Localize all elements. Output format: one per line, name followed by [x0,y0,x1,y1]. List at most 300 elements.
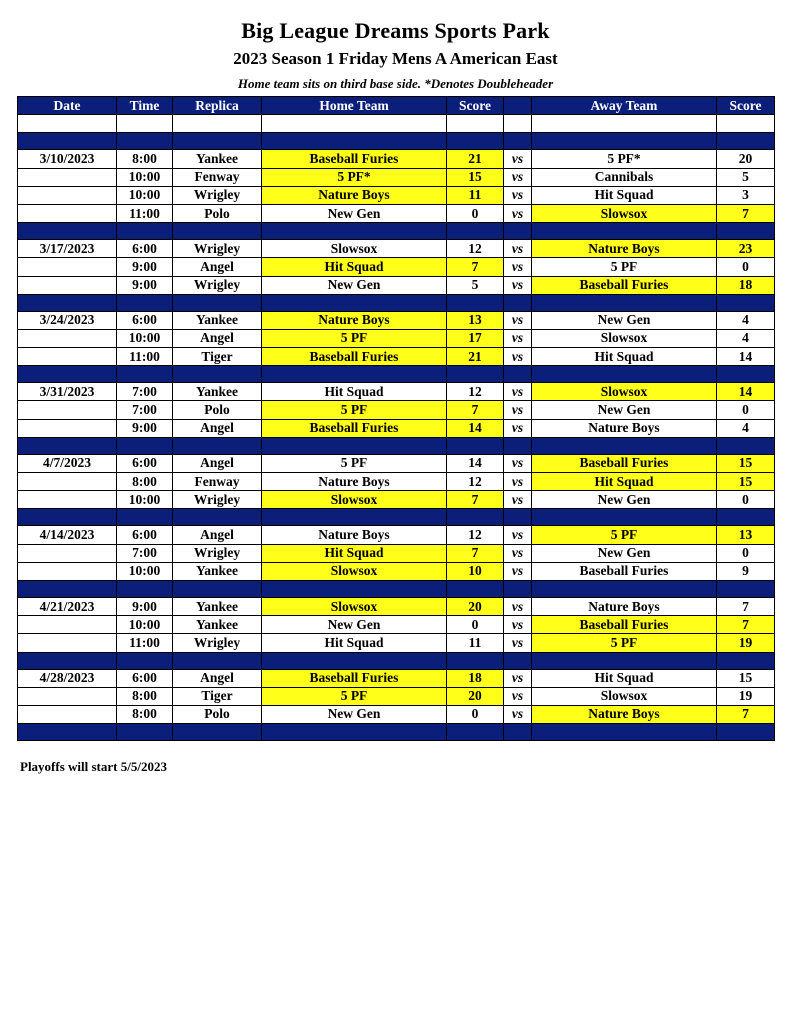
home-team: Hit Squad [262,258,447,276]
separator-cell [504,294,532,311]
home-team: Baseball Furies [262,150,447,168]
vs-label: vs [504,562,532,580]
blank-cell [532,115,717,133]
game-replica: Tiger [173,687,262,705]
vs-label: vs [504,348,532,366]
game-time: 11:00 [117,348,173,366]
game-time: 10:00 [117,562,173,580]
separator-cell [18,580,117,597]
game-row [18,491,775,509]
separator-cell [447,652,504,669]
home-team: New Gen [262,616,447,634]
game-time: 8:00 [117,705,173,723]
separator-cell [18,133,117,150]
game-date: 4/28/2023 [18,669,117,687]
separator-cell [447,437,504,454]
vs-label: vs [504,240,532,258]
separator-cell [447,133,504,150]
game-time: 7:00 [117,383,173,401]
vs-label: vs [504,616,532,634]
schedule-body [18,97,775,741]
separator-cell [532,223,717,240]
blank-cell [18,115,117,133]
separator-cell [117,652,173,669]
game-row [18,276,775,294]
schedule-table [17,96,775,741]
away-team: New Gen [532,401,717,419]
away-team: Slowsox [532,204,717,222]
separator-cell [18,437,117,454]
away-score: 13 [717,526,775,544]
separator-cell [532,437,717,454]
game-date [18,687,117,705]
game-row [18,687,775,705]
vs-label: vs [504,329,532,347]
game-date [18,204,117,222]
separator-cell [262,652,447,669]
game-time: 10:00 [117,491,173,509]
separator-cell [117,133,173,150]
game-row [18,473,775,491]
away-team: 5 PF [532,526,717,544]
home-team: Slowsox [262,491,447,509]
game-row [18,562,775,580]
header-home-score: Score [447,97,504,115]
away-score: 23 [717,240,775,258]
game-replica: Wrigley [173,544,262,562]
game-date [18,634,117,652]
page-title: Big League Dreams Sports Park [241,18,550,43]
home-team: New Gen [262,276,447,294]
separator-cell [173,366,262,383]
game-date [18,276,117,294]
separator-cell [717,223,775,240]
home-team: Hit Squad [262,383,447,401]
separator-cell [117,294,173,311]
separator-row [18,223,775,240]
home-score: 14 [447,454,504,472]
game-time: 7:00 [117,401,173,419]
schedule-note: Home team sits on third base side. *Denotes Doubleheader [237,76,554,91]
game-replica: Yankee [173,597,262,615]
separator-cell [173,580,262,597]
game-row [18,526,775,544]
vs-label: vs [504,258,532,276]
game-replica: Yankee [173,616,262,634]
home-team: 5 PF [262,687,447,705]
game-row [18,311,775,329]
home-score: 7 [447,401,504,419]
separator-cell [262,724,447,741]
away-team: Baseball Furies [532,562,717,580]
game-date: 3/31/2023 [18,383,117,401]
home-team: New Gen [262,705,447,723]
home-score: 14 [447,419,504,437]
game-date [18,419,117,437]
game-replica: Polo [173,705,262,723]
separator-cell [262,294,447,311]
blank-cell [117,115,173,133]
separator-row [18,724,775,741]
game-row [18,419,775,437]
home-score: 7 [447,544,504,562]
away-score: 4 [717,311,775,329]
game-date: 3/24/2023 [18,311,117,329]
vs-label: vs [504,634,532,652]
away-team: 5 PF [532,634,717,652]
away-score: 4 [717,419,775,437]
away-score: 9 [717,562,775,580]
away-team: Nature Boys [532,240,717,258]
separator-cell [504,366,532,383]
game-date [18,616,117,634]
away-team: Hit Squad [532,348,717,366]
away-score: 0 [717,401,775,419]
separator-cell [262,366,447,383]
game-date [18,562,117,580]
header-vs [504,97,532,115]
separator-cell [262,437,447,454]
away-team: Baseball Furies [532,276,717,294]
game-replica: Fenway [173,473,262,491]
playoffs-note: Playoffs will start 5/5/2023 [20,759,167,774]
separator-cell [447,580,504,597]
separator-cell [717,133,775,150]
separator-row [18,133,775,150]
game-time: 8:00 [117,473,173,491]
home-team: Nature Boys [262,186,447,204]
home-score: 18 [447,669,504,687]
game-row [18,634,775,652]
separator-cell [447,366,504,383]
home-team: Hit Squad [262,544,447,562]
home-team: 5 PF* [262,168,447,186]
separator-cell [532,366,717,383]
away-team: Nature Boys [532,705,717,723]
game-replica: Yankee [173,383,262,401]
vs-label: vs [504,204,532,222]
away-score: 0 [717,491,775,509]
game-time: 11:00 [117,204,173,222]
game-time: 10:00 [117,329,173,347]
game-time: 10:00 [117,616,173,634]
game-time: 10:00 [117,186,173,204]
game-replica: Tiger [173,348,262,366]
separator-cell [262,580,447,597]
separator-cell [173,294,262,311]
vs-label: vs [504,669,532,687]
separator-cell [18,366,117,383]
away-score: 0 [717,544,775,562]
game-time: 7:00 [117,544,173,562]
away-team: New Gen [532,544,717,562]
separator-cell [532,580,717,597]
away-team: 5 PF [532,258,717,276]
game-row [18,329,775,347]
game-time: 6:00 [117,669,173,687]
game-date [18,544,117,562]
game-replica: Wrigley [173,634,262,652]
vs-label: vs [504,419,532,437]
separator-cell [117,724,173,741]
game-time: 6:00 [117,526,173,544]
separator-cell [717,509,775,526]
separator-row [18,366,775,383]
away-team: Cannibals [532,168,717,186]
home-team: Nature Boys [262,526,447,544]
game-row [18,168,775,186]
away-score: 18 [717,276,775,294]
game-row [18,383,775,401]
separator-row [18,509,775,526]
away-score: 15 [717,473,775,491]
game-time: 8:00 [117,150,173,168]
separator-cell [504,724,532,741]
game-replica: Polo [173,204,262,222]
game-date: 4/7/2023 [18,454,117,472]
game-date [18,401,117,419]
separator-cell [504,133,532,150]
page-subtitle: 2023 Season 1 Friday Mens A American East [233,49,558,68]
home-score: 13 [447,311,504,329]
home-team: 5 PF [262,454,447,472]
separator-row [18,294,775,311]
separator-cell [532,652,717,669]
home-score: 20 [447,597,504,615]
home-team: Slowsox [262,240,447,258]
vs-label: vs [504,401,532,419]
home-score: 17 [447,329,504,347]
vs-label: vs [504,276,532,294]
game-date [18,258,117,276]
game-replica: Angel [173,526,262,544]
home-score: 11 [447,186,504,204]
away-score: 5 [717,168,775,186]
home-score: 10 [447,562,504,580]
separator-cell [447,223,504,240]
vs-label: vs [504,491,532,509]
game-date [18,705,117,723]
header-time: Time [117,97,173,115]
away-score: 7 [717,204,775,222]
game-time: 6:00 [117,311,173,329]
separator-cell [532,294,717,311]
separator-cell [262,509,447,526]
game-replica: Wrigley [173,186,262,204]
separator-cell [447,724,504,741]
away-score: 7 [717,597,775,615]
away-score: 20 [717,150,775,168]
game-replica: Yankee [173,150,262,168]
home-team: 5 PF [262,401,447,419]
separator-cell [18,509,117,526]
vs-label: vs [504,383,532,401]
game-date: 3/17/2023 [18,240,117,258]
game-replica: Angel [173,329,262,347]
game-row [18,597,775,615]
away-score: 7 [717,705,775,723]
blank-cell [173,115,262,133]
home-team: Baseball Furies [262,348,447,366]
header-away-team: Away Team [532,97,717,115]
away-team: Nature Boys [532,597,717,615]
game-time: 11:00 [117,634,173,652]
home-team: Slowsox [262,562,447,580]
vs-label: vs [504,705,532,723]
separator-cell [717,580,775,597]
away-team: 5 PF* [532,150,717,168]
separator-cell [504,509,532,526]
header-away-score: Score [717,97,775,115]
home-score: 20 [447,687,504,705]
away-team: Slowsox [532,383,717,401]
away-score: 19 [717,687,775,705]
home-team: New Gen [262,204,447,222]
game-date [18,186,117,204]
home-score: 11 [447,634,504,652]
away-team: New Gen [532,491,717,509]
game-replica: Angel [173,258,262,276]
away-team: Slowsox [532,329,717,347]
blank-cell [717,115,775,133]
away-team: Hit Squad [532,186,717,204]
separator-cell [173,223,262,240]
home-score: 12 [447,383,504,401]
home-team: Slowsox [262,597,447,615]
game-time: 9:00 [117,419,173,437]
game-date: 3/10/2023 [18,150,117,168]
separator-cell [173,509,262,526]
separator-cell [18,294,117,311]
home-score: 21 [447,150,504,168]
separator-cell [173,133,262,150]
vs-label: vs [504,526,532,544]
game-replica: Wrigley [173,276,262,294]
vs-label: vs [504,150,532,168]
game-replica: Wrigley [173,240,262,258]
game-time: 9:00 [117,258,173,276]
separator-row [18,652,775,669]
home-team: Nature Boys [262,473,447,491]
game-replica: Polo [173,401,262,419]
separator-cell [117,580,173,597]
game-date: 4/14/2023 [18,526,117,544]
game-row [18,258,775,276]
game-row [18,240,775,258]
away-score: 7 [717,616,775,634]
game-date: 4/21/2023 [18,597,117,615]
separator-cell [262,223,447,240]
game-time: 6:00 [117,240,173,258]
separator-cell [504,223,532,240]
blank-row [18,115,775,133]
away-score: 4 [717,329,775,347]
vs-label: vs [504,454,532,472]
home-team: Nature Boys [262,311,447,329]
home-team: Hit Squad [262,634,447,652]
game-date [18,329,117,347]
separator-cell [117,223,173,240]
home-score: 15 [447,168,504,186]
home-score: 12 [447,473,504,491]
separator-cell [117,366,173,383]
game-time: 9:00 [117,276,173,294]
away-score: 3 [717,186,775,204]
game-replica: Yankee [173,562,262,580]
header-replica: Replica [173,97,262,115]
vs-label: vs [504,687,532,705]
game-replica: Angel [173,669,262,687]
home-score: 21 [447,348,504,366]
separator-cell [504,580,532,597]
away-team: Hit Squad [532,473,717,491]
game-date [18,348,117,366]
separator-cell [173,652,262,669]
separator-cell [18,724,117,741]
home-score: 12 [447,240,504,258]
game-row [18,705,775,723]
game-row [18,454,775,472]
separator-cell [532,509,717,526]
game-replica: Angel [173,419,262,437]
separator-cell [717,294,775,311]
separator-cell [117,437,173,454]
game-replica: Angel [173,454,262,472]
separator-cell [447,509,504,526]
away-team: Baseball Furies [532,454,717,472]
home-team: Baseball Furies [262,419,447,437]
vs-label: vs [504,597,532,615]
game-row [18,150,775,168]
header-home-team: Home Team [262,97,447,115]
separator-cell [717,652,775,669]
game-time: 9:00 [117,597,173,615]
header-date: Date [18,97,117,115]
game-row [18,544,775,562]
home-team: 5 PF [262,329,447,347]
separator-cell [504,652,532,669]
home-team: Baseball Furies [262,669,447,687]
away-team: Baseball Furies [532,616,717,634]
vs-label: vs [504,311,532,329]
away-score: 15 [717,669,775,687]
separator-cell [717,437,775,454]
blank-cell [262,115,447,133]
home-score: 12 [447,526,504,544]
game-date [18,168,117,186]
home-score: 7 [447,491,504,509]
blank-cell [447,115,504,133]
vs-label: vs [504,168,532,186]
game-row [18,348,775,366]
away-score: 15 [717,454,775,472]
game-date [18,491,117,509]
game-date [18,473,117,491]
separator-cell [173,437,262,454]
away-team: New Gen [532,311,717,329]
game-replica: Yankee [173,311,262,329]
away-score: 0 [717,258,775,276]
separator-cell [504,437,532,454]
vs-label: vs [504,186,532,204]
separator-cell [717,366,775,383]
separator-cell [717,724,775,741]
separator-row [18,437,775,454]
away-score: 14 [717,348,775,366]
away-team: Slowsox [532,687,717,705]
separator-cell [18,223,117,240]
home-score: 0 [447,616,504,634]
